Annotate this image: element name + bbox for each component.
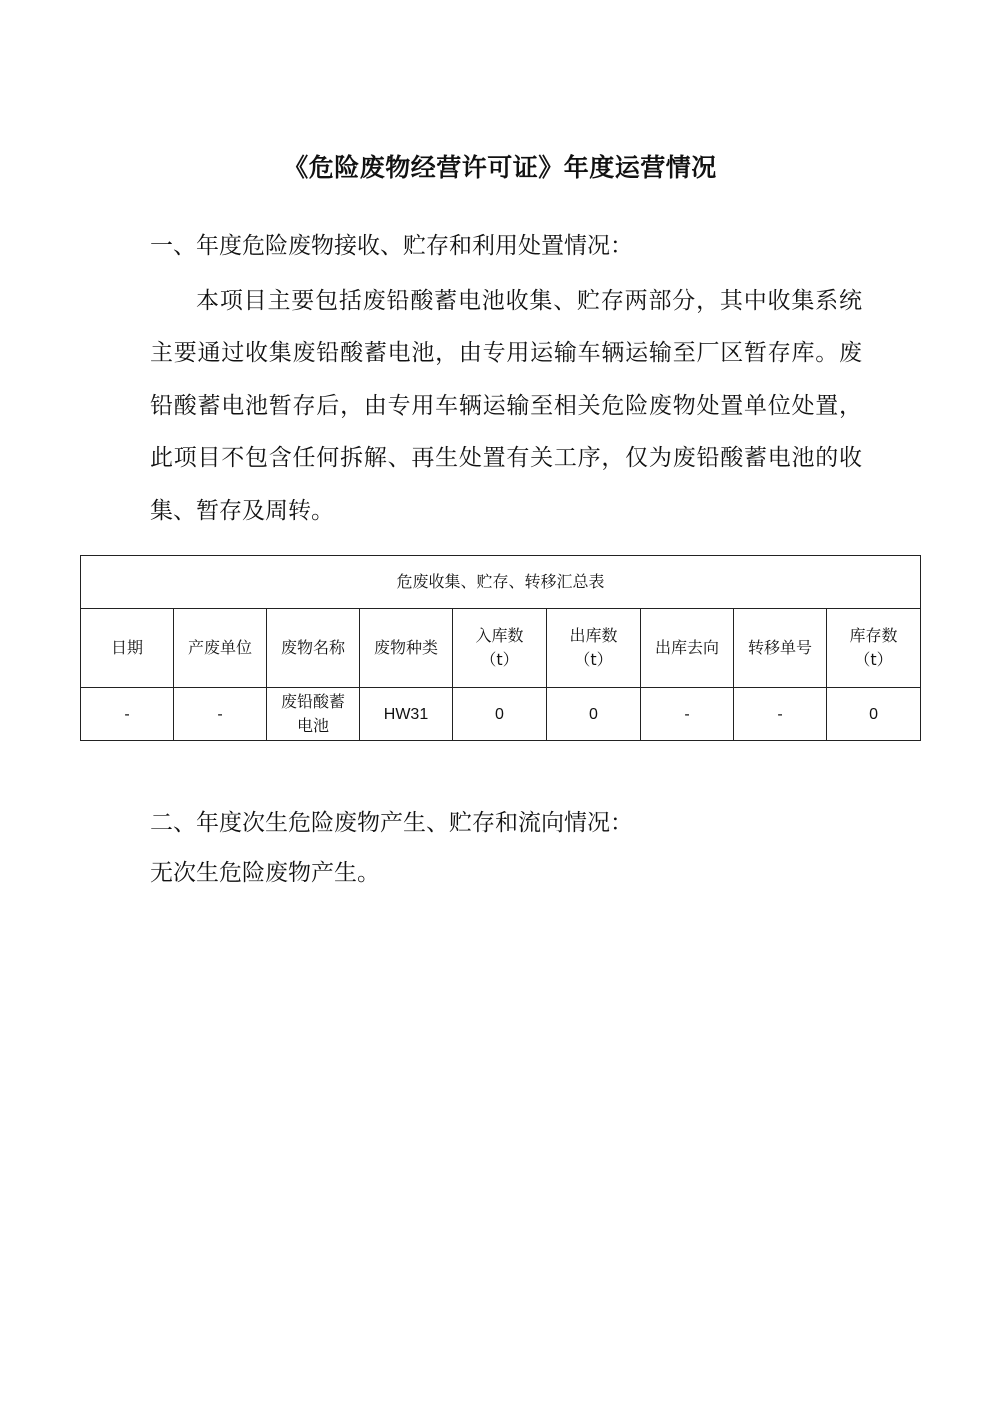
header-stock [827,609,921,688]
header-destination-label: 出库去向 [654,638,719,657]
header-producer-label: 产废单位 [187,638,252,657]
table-header-row [81,609,921,688]
page-title: 《危险废物经营许可证》年度运营情况 [283,153,717,182]
table-row [81,688,921,741]
header-waste-type [360,609,453,688]
cell-transfer-number-value: - [777,705,783,723]
header-transfer-number [734,609,827,688]
header-outbound-unit: （t） [574,650,613,669]
cell-destination [641,688,734,741]
cell-stock-value: 0 [869,705,878,723]
header-outbound [547,609,641,688]
table-caption-row [81,556,921,609]
header-transfer-number-label: 转移单号 [747,638,812,657]
cell-waste-type-value: HW31 [383,705,429,723]
cell-stock [827,688,921,741]
cell-date-value: - [124,705,130,723]
cell-waste-type [360,688,453,741]
section-1-paragraph: 本项目主要包括废铅酸蓄电池收集、贮存两部分，其中收集系统主要通过收集废铅酸蓄电池，由专用运输车辆运输至厂区暂存库。废铅酸蓄电池暂存后，由专用车辆运输至相关危险废物处置单位处置，此项目不包含任何拆解、再生处置有关工序，仅为废铅酸蓄电池的收集、暂存及周转。 [150,288,862,524]
cell-waste-name-line-1: 废铅酸蓄 [280,692,345,711]
header-destination [641,609,734,688]
header-waste-type-label: 废物种类 [373,638,438,657]
cell-transfer-number [734,688,827,741]
header-producer [174,609,267,688]
header-inbound-label: 入库数 [475,626,524,645]
cell-waste-name [267,688,360,741]
section-2-body: 无次生危险废物产生。 [150,860,380,886]
cell-date [81,688,174,741]
cell-inbound-value: 0 [495,705,504,723]
cell-waste-name-line-2: 电池 [296,716,329,735]
cell-inbound [453,688,547,741]
header-inbound-unit: （t） [480,650,519,669]
header-waste-name-label: 废物名称 [280,638,345,657]
header-inbound [453,609,547,688]
cell-outbound-value: 0 [589,705,598,723]
header-date-label: 日期 [110,638,143,657]
cell-outbound [547,688,641,741]
cell-producer-value: - [217,705,223,723]
section-2-heading: 二、年度次生危险废物产生、贮存和流向情况： [150,810,633,836]
cell-producer [174,688,267,741]
header-stock-unit: （t） [854,650,893,669]
waste-summary-table [80,555,921,741]
header-date [81,609,174,688]
table-caption: 危废收集、贮存、转移汇总表 [81,556,921,609]
header-waste-name [267,609,360,688]
header-stock-label: 库存数 [849,626,898,645]
header-outbound-label: 出库数 [569,626,618,645]
section-1-heading: 一、年度危险废物接收、贮存和利用处置情况： [150,233,633,259]
cell-destination-value: - [684,705,690,723]
